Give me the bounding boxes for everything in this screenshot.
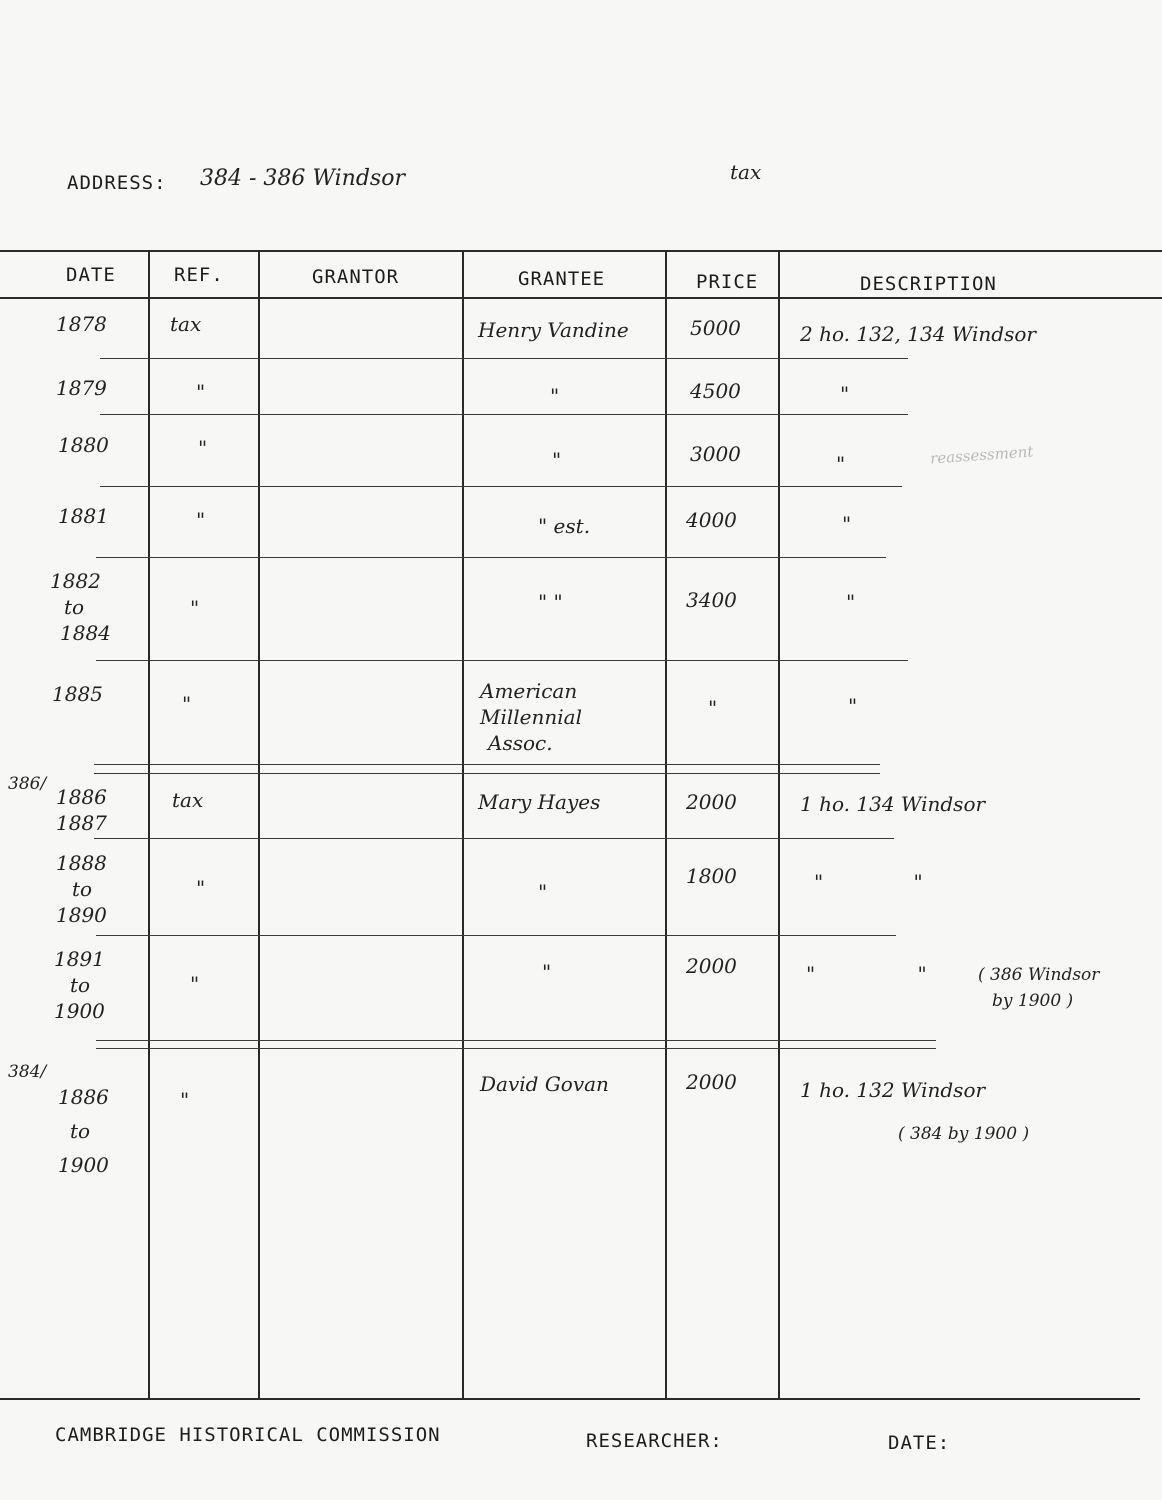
- column-header-grantor: GRANTOR: [312, 266, 400, 288]
- row-ref: tax: [170, 312, 202, 336]
- row-date-line: 1882: [50, 569, 101, 593]
- row-ref: ": [196, 508, 206, 532]
- row-description: 2 ho. 132, 134 Windsor: [800, 322, 1036, 346]
- row-date-line: to: [70, 973, 91, 997]
- row-date-line: to: [70, 1119, 91, 1143]
- footer-researcher-label: RESEARCHER:: [586, 1430, 723, 1452]
- row-date-line: 1884: [60, 621, 111, 645]
- row-grantee: " est.: [538, 514, 591, 538]
- row-date-line: 1900: [58, 1153, 109, 1177]
- row-price: 4000: [686, 508, 737, 532]
- row-separator: [94, 838, 894, 839]
- table-bottom-rule: [0, 1398, 1140, 1400]
- row-date: [58, 1080, 109, 1182]
- row-date-line: 1886: [56, 785, 107, 809]
- row-description: " ": [806, 962, 927, 986]
- row-ref: ": [196, 380, 206, 404]
- column-divider: [665, 250, 667, 1398]
- column-divider: [778, 250, 780, 1398]
- row-note: ( 384 by 1900 ): [898, 1124, 1030, 1144]
- row-date-line: 1900: [54, 999, 105, 1023]
- row-grantee: Mary Hayes: [478, 790, 601, 814]
- row-description: ": [836, 452, 846, 476]
- column-divider: [462, 250, 464, 1398]
- row-date-line: to: [72, 877, 93, 901]
- row-separator: [96, 660, 908, 661]
- row-separator: [100, 414, 908, 415]
- column-header-ref: REF.: [174, 264, 224, 286]
- row-date: 1878: [56, 312, 107, 336]
- column-header-price: PRICE: [696, 271, 759, 293]
- row-ref: ": [190, 972, 200, 996]
- row-date-line: 1886: [58, 1085, 109, 1109]
- column-header-grantee: GRANTEE: [518, 268, 606, 290]
- footer-commission: CAMBRIDGE HISTORICAL COMMISSION: [55, 1424, 441, 1446]
- row-separator: [94, 773, 880, 774]
- row-note-line: ( 386 Windsor: [978, 965, 1100, 985]
- row-ref: ": [180, 1088, 190, 1112]
- column-divider: [258, 250, 260, 1398]
- row-grantee: ": [552, 448, 562, 472]
- header-bottom-rule: [0, 297, 1162, 299]
- row-description: ": [840, 382, 850, 406]
- row-price: 3400: [686, 588, 737, 612]
- row-price: 2000: [686, 790, 737, 814]
- row-grantee-line: American: [480, 679, 578, 703]
- row-description: ": [848, 694, 858, 718]
- row-description: " ": [814, 870, 923, 894]
- row-ref: tax: [172, 788, 204, 812]
- row-separator: [96, 557, 886, 558]
- row-date-line: 1890: [56, 903, 107, 927]
- row-price: 3000: [690, 442, 741, 466]
- row-price: 2000: [686, 954, 737, 978]
- row-grantee-line: Assoc.: [488, 731, 553, 755]
- row-note: [978, 962, 1099, 1014]
- row-price: 2000: [686, 1070, 737, 1094]
- row-ref: ": [196, 876, 206, 900]
- row-date: 1881: [58, 504, 109, 528]
- row-ref: ": [190, 596, 200, 620]
- footer-date-label: DATE:: [888, 1432, 951, 1454]
- row-separator: [96, 1040, 936, 1041]
- row-price: 1800: [686, 864, 737, 888]
- address-value: 384 - 386 Windsor: [200, 166, 405, 191]
- row-description: 1 ho. 134 Windsor: [800, 792, 986, 816]
- row-prefix: 384/: [8, 1062, 47, 1082]
- row-grantee: ": [542, 960, 552, 984]
- row-description: ": [846, 590, 856, 614]
- row-separator: [96, 935, 896, 936]
- column-header-date: DATE: [66, 264, 116, 286]
- row-date: [54, 946, 105, 1024]
- row-separator: [94, 764, 880, 765]
- row-date-line: 1888: [56, 851, 107, 875]
- row-description: ": [842, 512, 852, 536]
- row-grantee: David Govan: [480, 1072, 609, 1096]
- row-date-line: to: [64, 595, 85, 619]
- row-note: reassessment: [929, 442, 1034, 468]
- row-description: 1 ho. 132 Windsor: [800, 1078, 986, 1102]
- row-grantee: [480, 678, 582, 756]
- header-note: tax: [730, 160, 762, 184]
- row-date: 1885: [52, 682, 103, 706]
- row-separator: [100, 486, 902, 487]
- row-prefix: 386/: [8, 774, 47, 794]
- row-date: 1879: [56, 376, 107, 400]
- row-separator: [96, 1048, 936, 1049]
- row-date: [56, 784, 107, 836]
- row-grantee: ": [538, 880, 548, 904]
- row-grantee: ": [550, 384, 560, 408]
- row-date: 1880: [58, 433, 109, 457]
- row-price: ": [708, 696, 718, 720]
- column-header-description: DESCRIPTION: [860, 273, 997, 295]
- row-price: 5000: [690, 316, 741, 340]
- row-grantee-line: Millennial: [480, 705, 582, 729]
- address-label: ADDRESS:: [67, 172, 167, 194]
- row-date: [50, 568, 111, 646]
- table-top-rule: [0, 250, 1162, 252]
- row-separator: [100, 358, 908, 359]
- row-date-line: 1887: [56, 811, 107, 835]
- row-price: 4500: [690, 379, 741, 403]
- row-grantee: " ": [538, 590, 563, 614]
- row-grantee: Henry Vandine: [478, 318, 629, 342]
- row-ref: ": [198, 436, 208, 460]
- row-date-line: 1891: [54, 947, 105, 971]
- row-date: [56, 850, 107, 928]
- column-divider: [148, 250, 150, 1398]
- row-ref: ": [182, 692, 192, 716]
- row-note-line: by 1900 ): [992, 991, 1074, 1011]
